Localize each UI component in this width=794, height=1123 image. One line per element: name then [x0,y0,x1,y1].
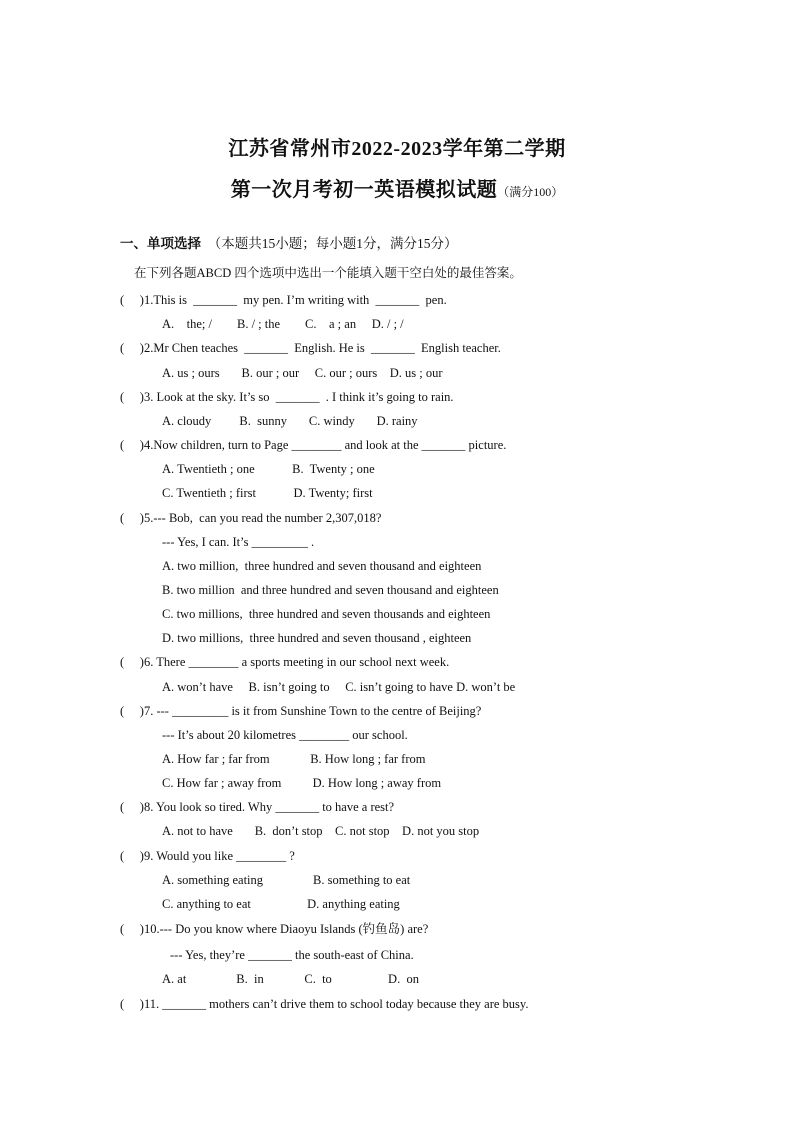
question-5-option-c: C. two millions, three hundred and seven thousands and eighteen [162,607,491,621]
question-11: ( )11. _______ mothers can’t drive them to school today because they are busy. [120,997,529,1011]
exam-title-main: 第一次月考初一英语模拟试题 [230,179,498,201]
question-5-reply: --- Yes, I can. It’s _________ . [162,535,315,549]
question-10-reply: --- Yes, they’re _______ the south-east of China. [170,948,414,962]
question-4: ( )4.Now children, turn to Page ________ and look at the _______ picture. [120,438,507,452]
question-3-options: A. cloudy B. sunny C. windy D. rainy [162,414,418,428]
question-5: ( )5.--- Bob, can you read the number 2,307,018? [120,511,382,525]
section-title: 一、单项选择 [120,236,201,251]
question-1-options: A. the; / B. / ; the C. a ; an D. / ; / [162,317,404,331]
question-3: ( )3. Look at the sky. It’s so _______ . I think it’s going to rain. [120,390,454,404]
question-8-options: A. not to have B. don’t stop C. not stop D. not you stop [162,824,480,838]
question-2-options: A. us ; ours B. our ; our C. our ; ours D. us ; our [162,366,443,380]
question-5-option-b: B. two million and three hundred and seven thousand and eighteen [162,583,499,597]
exam-full-score: （满分100） [497,185,564,199]
question-9-options-cd: C. anything to eat D. anything eating [162,897,400,911]
question-10-options: A. at B. in C. to D. on [162,972,419,986]
question-2: ( )2.Mr Chen teaches _______ English. He is _______ English teacher. [120,341,501,355]
question-7-options-cd: C. How far ; away from D. How long ; away from [162,776,442,790]
question-9-options-ab: A. something eating B. something to eat [162,873,411,887]
section-note: （本题共15小题；每小题1分，满分15分） [207,236,458,251]
question-4-options-cd: C. Twentieth ; first D. Twenty; first [162,486,373,500]
question-6: ( )6. There ________ a sports meeting in our school next week. [120,655,450,669]
question-10: ( )10.--- Do you know where Diaoyu Islands (钓鱼岛) are? [120,922,429,936]
section-instruction: 在下列各题ABCD 四个选项中选出一个能填入题干空白处的最佳答案。 [134,266,522,280]
exam-title-line2 [0,173,794,202]
question-7: ( )7. --- _________ is it from Sunshine Town to the centre of Beijing? [120,704,482,718]
question-9: ( )9. Would you like ________ ? [120,849,295,863]
section-heading [120,236,458,252]
question-5-option-a: A. two million, three hundred and seven thousand and eighteen [162,559,482,573]
question-4-options-ab: A. Twentieth ; one B. Twenty ; one [162,462,375,476]
question-5-option-d: D. two millions, three hundred and seven thousand , eighteen [162,631,472,645]
question-8: ( )8. You look so tired. Why _______ to have a rest? [120,800,395,814]
question-7-reply: --- It’s about 20 kilometres ________ our school. [162,728,408,742]
question-1: ( )1.This is _______ my pen. I’m writing with _______ pen. [120,293,447,307]
exam-title-line1: 江苏省常州市2022-2023学年第二学期 [228,138,566,160]
question-6-options: A. won’t have B. isn’t going to C. isn’t going to have D. won’t be [162,680,516,694]
question-7-options-ab: A. How far ; far from B. How long ; far from [162,752,426,766]
